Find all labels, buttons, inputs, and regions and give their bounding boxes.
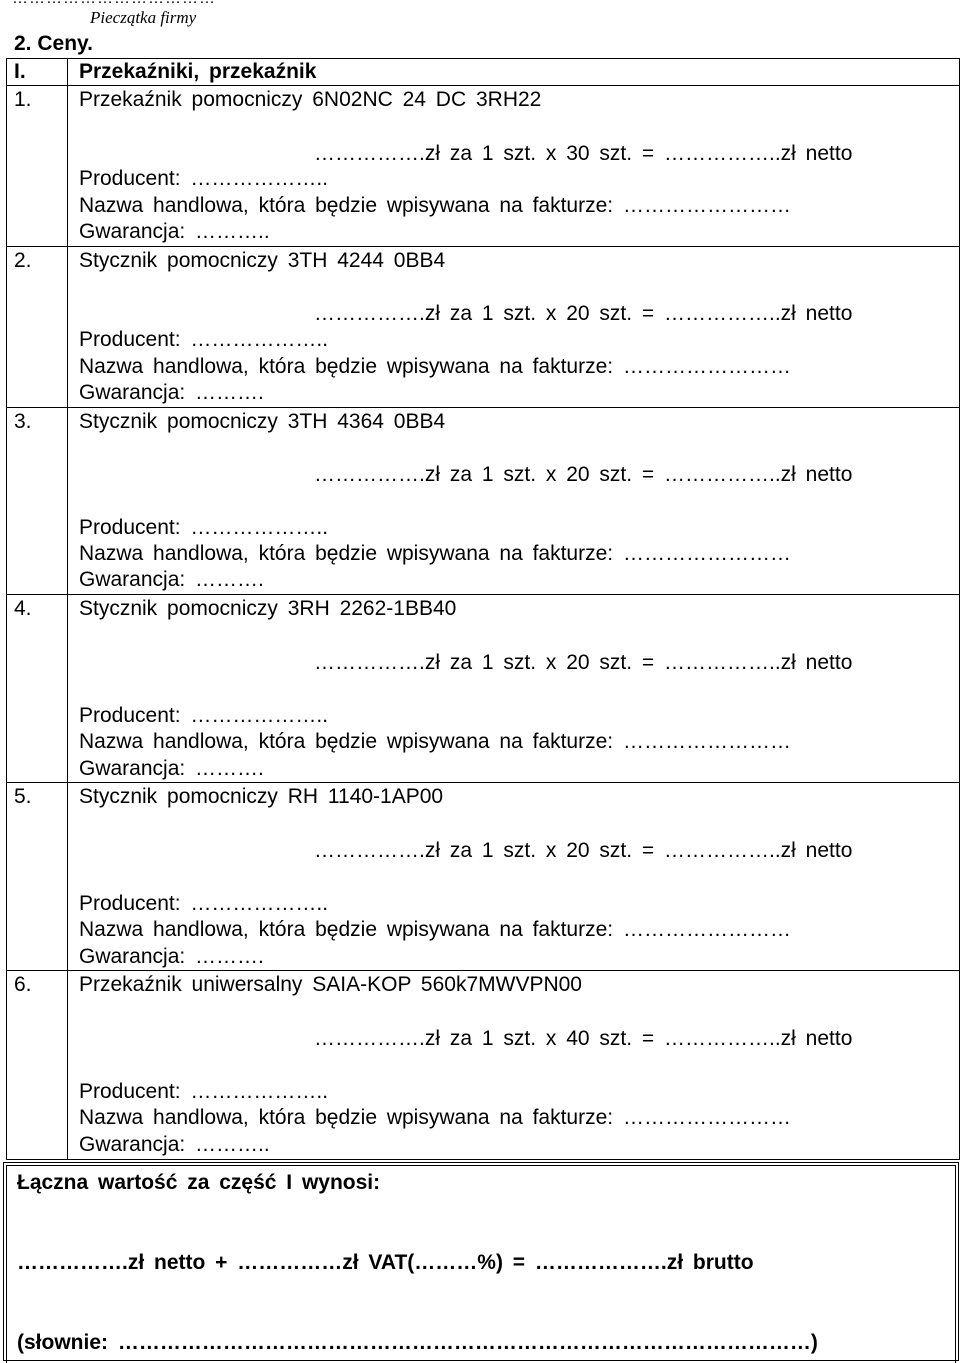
row-divider [6, 407, 960, 408]
item-name: Stycznik pomocniczy RH 1140-1AP00 [79, 785, 444, 808]
row-divider [6, 246, 960, 247]
item-number: 3. [14, 410, 32, 433]
item-number: 1. [14, 88, 32, 111]
item-producer: Producent: ……………….. [79, 892, 329, 915]
company-stamp-label: Pieczątka firmy [90, 8, 197, 27]
item-producer: Producent: ……………….. [79, 167, 329, 190]
item-name: Przekaźnik uniwersalny SAIA-KOP 560k7MWVPN00 [79, 973, 582, 996]
item-trade-name: Nazwa handlowa, która będzie wpisywana na fakturze: …………………… [79, 542, 791, 565]
item-warranty: Gwarancja: ………. [79, 568, 264, 591]
summary-words: (słownie: ………………………………………………………………………………………) [17, 1331, 818, 1354]
item-producer: Producent: ……………….. [79, 516, 329, 539]
item-price-line: …………….zł za 1 szt. x 20 szt. = ……………..zł netto [314, 651, 853, 674]
item-name: Stycznik pomocniczy 3RH 2262-1BB40 [79, 597, 457, 620]
table-column-divider [67, 58, 68, 1159]
item-price-line: …………….zł za 1 szt. x 20 szt. = ……………..zł netto [314, 302, 853, 325]
item-trade-name: Nazwa handlowa, która będzie wpisywana na fakturze: …………………… [79, 730, 791, 753]
item-number: 6. [14, 973, 32, 996]
item-warranty: Gwarancja: ………. [79, 381, 264, 404]
row-divider [6, 85, 960, 86]
item-warranty: Gwarancja: ……….. [79, 220, 270, 243]
item-price-line: …………….zł za 1 szt. x 20 szt. = ……………..zł netto [314, 839, 853, 862]
item-warranty: Gwarancja: ………. [79, 757, 264, 780]
item-name: Stycznik pomocniczy 3TH 4244 0BB4 [79, 249, 446, 272]
item-price-line: …………….zł za 1 szt. x 20 szt. = ……………..zł netto [314, 463, 853, 486]
item-name: Przekaźnik pomocniczy 6N02NC 24 DC 3RH22 [79, 88, 542, 111]
item-name: Stycznik pomocniczy 3TH 4364 0BB4 [79, 410, 446, 433]
item-producer: Producent: ……………….. [79, 1080, 329, 1103]
item-trade-name: Nazwa handlowa, która będzie wpisywana na fakturze: …………………… [79, 918, 791, 941]
item-trade-name: Nazwa handlowa, która będzie wpisywana na fakturze: …………………… [79, 194, 791, 217]
row-divider [6, 58, 960, 59]
item-price-line: …………….zł za 1 szt. x 30 szt. = ……………..zł netto [314, 142, 853, 165]
item-number: 4. [14, 597, 32, 620]
item-warranty: Gwarancja: ………. [79, 945, 264, 968]
item-number: 2. [14, 249, 32, 272]
table-border-left [6, 58, 7, 1159]
category-title: Przekaźniki, przekaźnik [79, 60, 317, 83]
item-number: 5. [14, 785, 32, 808]
category-number: I. [14, 60, 26, 83]
row-divider [6, 782, 960, 783]
item-warranty: Gwarancja: ……….. [79, 1133, 270, 1156]
item-trade-name: Nazwa handlowa, która będzie wpisywana na fakturze: …………………… [79, 1106, 791, 1129]
row-divider [6, 970, 960, 971]
item-price-line: …………….zł za 1 szt. x 40 szt. = ……………..zł netto [314, 1027, 853, 1050]
row-divider [6, 1159, 960, 1160]
item-trade-name: Nazwa handlowa, która będzie wpisywana na fakturze: …………………… [79, 355, 791, 378]
summary-totals: …………….zł netto + ……………zł VAT(………%) = ……………….zł brutto [17, 1251, 754, 1274]
item-producer: Producent: ……………….. [79, 328, 329, 351]
section-title: 2. Ceny. [14, 32, 93, 55]
row-divider [6, 594, 960, 595]
item-producer: Producent: ……………….. [79, 704, 329, 727]
stamp-dots [12, 0, 216, 8]
summary-title: Łączna wartość za część I wynosi: [17, 1171, 381, 1194]
